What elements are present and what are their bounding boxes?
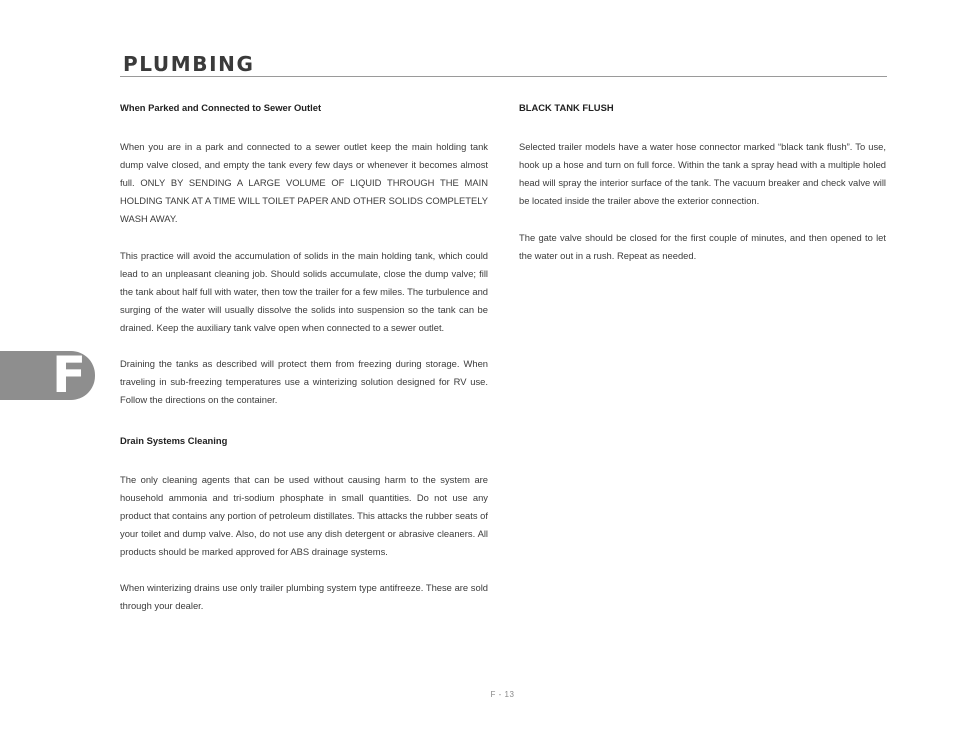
paragraph-freezing: Draining the tanks as described will protect them from freezing during storage. When traveling in sub-freezing temperatures use a winterizing solution designed for RV use. Follow the directions on the container. bbox=[120, 358, 488, 406]
paragraph-sewer-outlet-2: This practice will avoid the accumulation of solids in the main holding tank, which could lead to an unpleasant cleaning job. Should solids accumulate, close the dump valve; fill the tank about half full with water, then tow the trailer for a few miles. The turbulence and surging of the water will usually dissolve the solids into suspension so the tank can be drained. Keep the auxiliary tank valve open when connected to a sewer outlet. bbox=[120, 249, 488, 334]
paragraph-winterizing: When winterizing drains use only trailer plumbing system type antifreeze. These are sold through your dealer. bbox=[120, 582, 488, 612]
page-number: F - 13 bbox=[490, 690, 515, 699]
title-divider bbox=[120, 76, 887, 77]
paragraph-sewer-outlet-1: When you are in a park and connected to a sewer outlet keep the main holding tank dump valve closed, and empty the tank every few days or whenever it becomes almost full. ONLY BY SENDING A LARGE VOLUME OF LIQUID THROUGH THE MAIN HOLDING TANK AT A TIME WILL TOILET PAPER AND OTHER SOLIDS COMPLETELY WASH AWAY. bbox=[120, 141, 488, 225]
section-tab-letter: F bbox=[52, 346, 87, 404]
section-heading-sewer-outlet: When Parked and Connected to Sewer Outlet bbox=[120, 102, 322, 113]
right-column bbox=[519, 95, 886, 283]
left-column bbox=[120, 95, 488, 634]
section-heading-black-tank-flush: BLACK TANK FLUSH bbox=[519, 102, 614, 113]
section-heading-drain-cleaning: Drain Systems Cleaning bbox=[120, 434, 228, 446]
page-title: PLUMBING bbox=[123, 52, 255, 76]
paragraph-black-tank-flush-2: The gate valve should be closed for the first couple of minutes, and then opened to let the water out in a rush. Repeat as needed. bbox=[519, 231, 886, 261]
paragraph-black-tank-flush-1: Selected trailer models have a water hose connector marked “black tank flush”. To use, hook up a hose and turn on full force. Within the tank a spray head with a multiple holed head will spray the interior surface of the tank. The vacuum breaker and check valve will be located inside the trailer above the exterior connection. bbox=[519, 141, 886, 207]
section-tab bbox=[0, 346, 95, 404]
paragraph-cleaning-agents: The only cleaning agents that can be used without causing harm to the system are household ammonia and tri-sodium phosphate in small quantities. Do not use any product that contains any portion of petroleum distillates. This attacks the rubber seats of your toilet and dump valve. Also, do not use any dish detergent or abrasive cleaners. All products should be marked approved for ABS drainage systems. bbox=[120, 473, 488, 558]
